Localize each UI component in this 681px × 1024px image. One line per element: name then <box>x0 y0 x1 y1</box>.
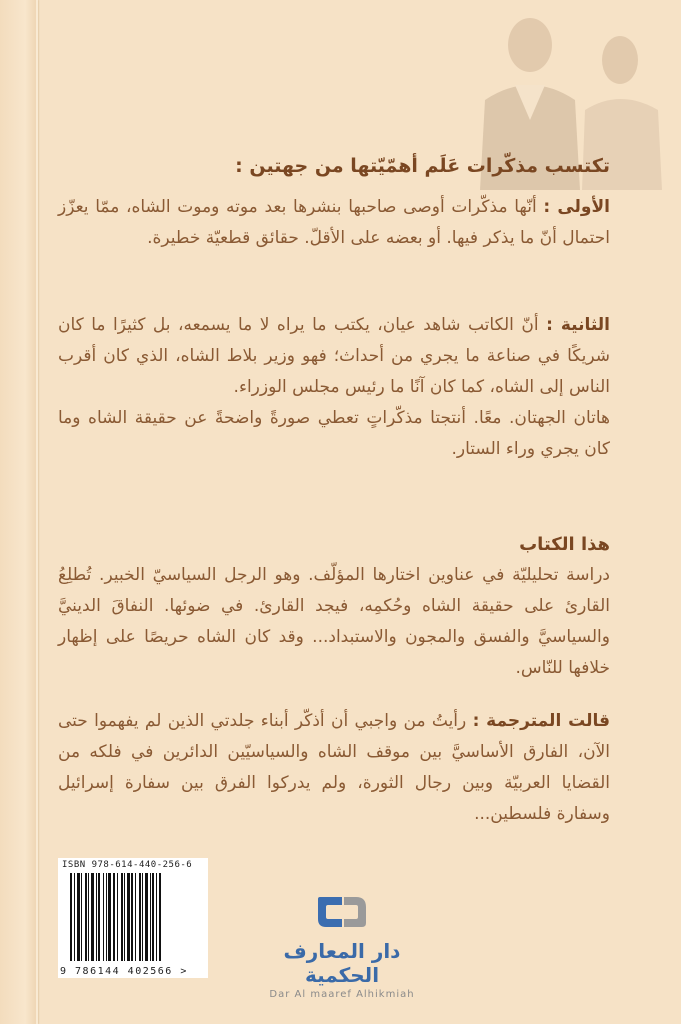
publisher-logo <box>252 895 432 1000</box>
second-text: أنّ الكاتب شاهد عيان، يكتب ما يراه لا ما يسمعه، بل كثيرًا ما كان شريكًا في صناعة ما يجري من أحداث؛ فهو وزير بلاط الشاه، الذي كان أقرب الناس إلى الشاه، كما كان آنًا ما رئيس مجلس الوزراء. <box>58 315 610 397</box>
this-book-text: دراسة تحليليّة في عناوين اختارها المؤلّف. وهو الرجل السياسيّ الخبير. تُطلِعُ القارئ على حقيقة الشاه وحُكمِه، فيجد القارئ. في ضوئها. النفاقَ الدينيَّ والسياسيَّ والفسق والمجون والاستبداد... وقد كان الشاه حريصًا على إظهار خلافها للنّاس. <box>58 565 610 678</box>
second-label: الثانية : <box>546 315 611 335</box>
publisher-name-english: Dar Al maaref Alhikmiah <box>269 989 415 1000</box>
barcode-bars <box>70 873 198 961</box>
second-point <box>58 310 610 465</box>
publisher-emblem-icon <box>316 895 368 931</box>
summary-text: هاتان الجهتان. معًا. أنتجتا مذكّراتٍ تعطي صورةً واضحةً عن حقيقة الشاه وما كان يجري وراء الستار. <box>58 408 610 459</box>
barcode-digits: 9 786144 402566 > <box>60 966 188 977</box>
isbn-barcode <box>58 858 208 978</box>
headline: تكتسب مذكّرات عَلَم أهمّيّتها من جهتين : <box>235 155 610 177</box>
isbn-label: ISBN 978-614-440-256-6 <box>62 860 193 870</box>
spine-edge <box>0 0 36 1024</box>
translator-section <box>58 706 610 830</box>
headline-block <box>58 155 610 177</box>
this-book-section <box>58 530 610 684</box>
publisher-name-arabic: دار المعارف الحكمية <box>283 939 401 987</box>
spine-fold <box>36 0 38 1024</box>
first-text: أنّها مذكّرات أوصى صاحبها بنشرها بعد موته وموت الشاه، ممّا يعزّز احتمال أنّ ما يذكر فيها. أو بعضه على الأقلّ. حقائق قطعيّة خطيرة. <box>58 197 610 248</box>
this-book-title: هذا الكتاب <box>519 534 610 555</box>
first-label: الأولى : <box>543 197 610 217</box>
translator-text: رأيتُ من واجبي أن أذكّر أبناء جلدتي الذين لم يفهموا حتى الآن، الفارق الأساسيَّ بين موقف الشاه والسياسيّين الدائرين في فلكه من القضايا العربيّة وبين رجال الثورة، ولم يدركوا الفرق بين سفارة إسرائيل وسفارة فلسطين... <box>58 711 610 824</box>
translator-label: قالت المترجمة : <box>472 711 610 731</box>
first-point <box>58 192 610 254</box>
